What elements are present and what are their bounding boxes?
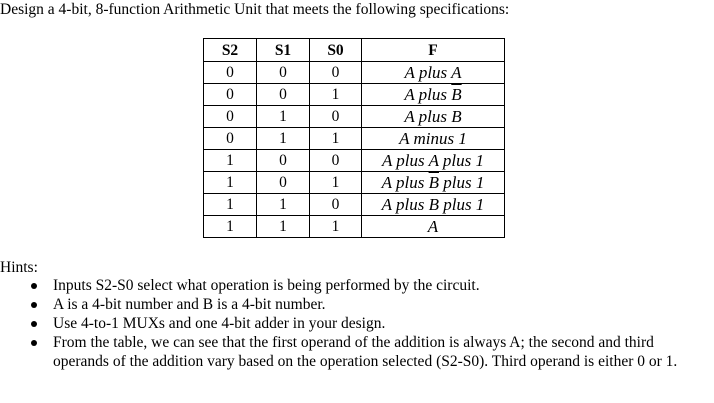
table-row bbox=[204, 172, 505, 194]
cell-s1: 0 bbox=[257, 172, 310, 194]
cell-s0: 1 bbox=[310, 84, 362, 106]
function-text: A plus B plus 1 bbox=[381, 195, 485, 214]
hints-title: Hints: bbox=[0, 259, 38, 276]
hint-item bbox=[0, 333, 714, 371]
cell-function bbox=[362, 84, 505, 106]
cell-s0: 0 bbox=[310, 150, 362, 172]
table-row bbox=[204, 62, 505, 84]
cell-function bbox=[362, 194, 505, 216]
function-table bbox=[203, 38, 505, 238]
cell-s2: 0 bbox=[204, 62, 257, 84]
header-s0: S0 bbox=[310, 39, 362, 62]
table-row bbox=[204, 216, 505, 238]
function-operand-complement: $\overline{B}$ bbox=[428, 173, 439, 192]
table-row bbox=[204, 84, 505, 106]
cell-s2: 0 bbox=[204, 106, 257, 128]
table-row bbox=[204, 194, 505, 216]
cell-s1: 0 bbox=[257, 62, 310, 84]
function-text: A plus bbox=[381, 173, 429, 192]
hint-text: Inputs S2-S0 select what operation is being performed by the circuit. bbox=[53, 277, 480, 294]
table-row bbox=[204, 128, 505, 150]
hint-text: From the table, we can see that the first operand of the addition is always A; the second and third operands of the addition vary based on the operation selected (S2-S0). Third operand is either 0 or 1. bbox=[53, 334, 678, 370]
header-s2: S2 bbox=[204, 39, 257, 62]
bullet-icon bbox=[31, 302, 37, 308]
function-text: A plus A plus 1 bbox=[381, 151, 485, 170]
header-s1: S1 bbox=[257, 39, 310, 62]
cell-s2: 0 bbox=[204, 128, 257, 150]
function-text: A minus 1 bbox=[399, 129, 467, 148]
header-f: F bbox=[362, 39, 505, 62]
table-header-row bbox=[204, 39, 505, 62]
cell-function bbox=[362, 106, 505, 128]
cell-s2: 1 bbox=[204, 172, 257, 194]
cell-s1: 1 bbox=[257, 194, 310, 216]
cell-s0: 1 bbox=[310, 216, 362, 238]
cell-s2: 1 bbox=[204, 216, 257, 238]
cell-s0: 0 bbox=[310, 106, 362, 128]
cell-s0: 0 bbox=[310, 62, 362, 84]
hint-item bbox=[0, 276, 714, 295]
question-text: Design a 4-bit, 8-function Arithmetic Unit that meets the following specifications: bbox=[0, 1, 510, 18]
cell-function bbox=[362, 150, 505, 172]
function-text: A plus B bbox=[404, 107, 462, 126]
cell-s0: 0 bbox=[310, 194, 362, 216]
function-text: A plus A bbox=[404, 63, 462, 82]
cell-s1: 0 bbox=[257, 150, 310, 172]
hint-item bbox=[0, 314, 714, 333]
function-text: A bbox=[427, 217, 439, 236]
function-text: A plus bbox=[404, 85, 452, 104]
hint-item bbox=[0, 295, 714, 314]
hint-text: Use 4-to-1 MUXs and one 4-bit adder in your design. bbox=[53, 315, 386, 332]
bullet-icon bbox=[31, 321, 37, 327]
hints-list bbox=[0, 276, 714, 371]
cell-s0: 1 bbox=[310, 128, 362, 150]
table-row bbox=[204, 150, 505, 172]
hint-text: A is a 4-bit number and B is a 4-bit number. bbox=[53, 296, 326, 313]
table-row bbox=[204, 106, 505, 128]
bullet-icon bbox=[31, 283, 37, 289]
cell-s2: 1 bbox=[204, 150, 257, 172]
cell-function bbox=[362, 172, 505, 194]
cell-s2: 1 bbox=[204, 194, 257, 216]
cell-function bbox=[362, 62, 505, 84]
cell-s1: 0 bbox=[257, 84, 310, 106]
cell-s1: 1 bbox=[257, 128, 310, 150]
function-operand-complement: $\overline{B}$ bbox=[451, 85, 462, 104]
table-body bbox=[204, 62, 505, 238]
cell-s1: 1 bbox=[257, 216, 310, 238]
bullet-icon bbox=[31, 340, 37, 346]
cell-s0: 1 bbox=[310, 172, 362, 194]
cell-function bbox=[362, 128, 505, 150]
function-text: plus 1 bbox=[438, 173, 485, 192]
cell-s2: 0 bbox=[204, 84, 257, 106]
cell-s1: 1 bbox=[257, 106, 310, 128]
cell-function bbox=[362, 216, 505, 238]
